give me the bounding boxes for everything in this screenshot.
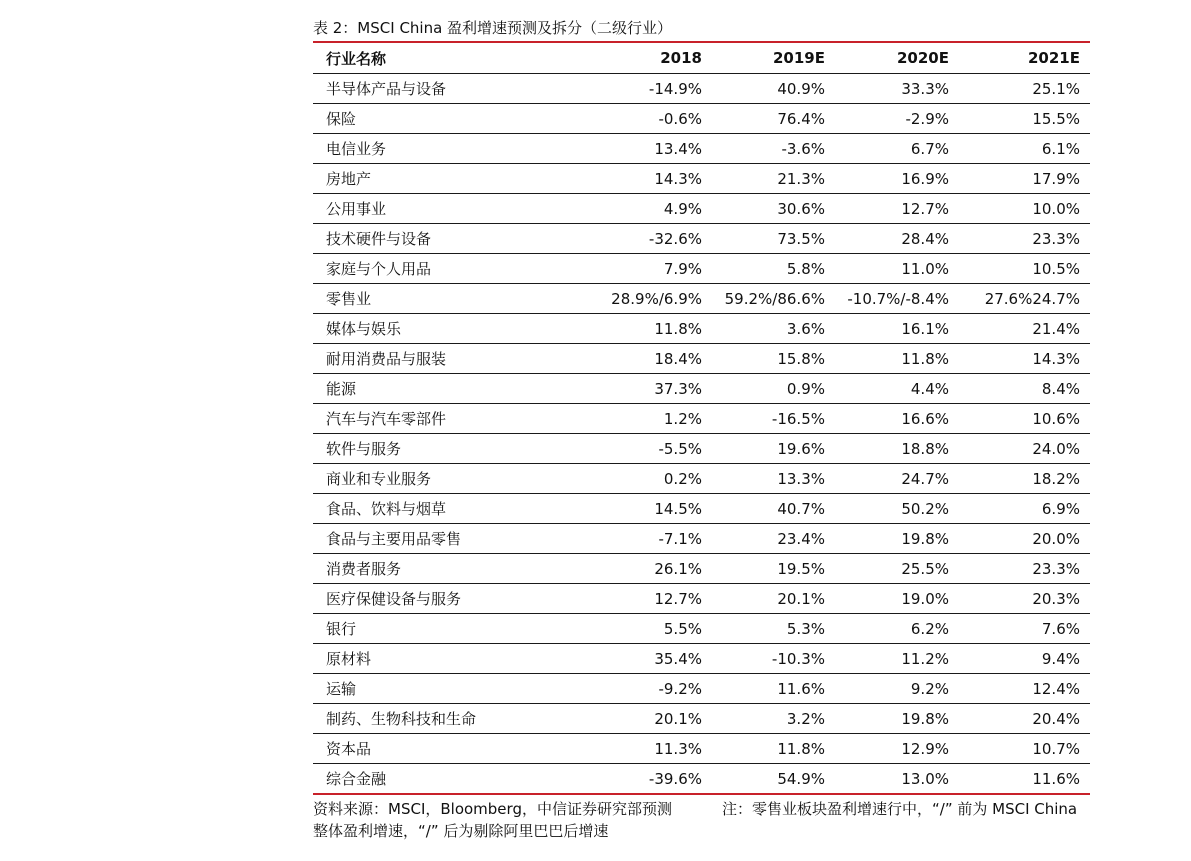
cell-industry: 半导体产品与设备: [313, 74, 589, 104]
table-row: [313, 584, 1090, 614]
table-row: [313, 104, 1090, 134]
cell-industry: 零售业: [313, 284, 589, 314]
cell-2020e: 19.8%: [835, 704, 959, 734]
cell-industry: 家庭与个人用品: [313, 254, 589, 284]
cell-2021e: 27.6%24.7%: [959, 284, 1090, 314]
earnings-growth-table: [313, 43, 1090, 795]
cell-2021e: 12.4%: [959, 674, 1090, 704]
cell-2019e: 40.7%: [712, 494, 835, 524]
cell-2020e: 6.7%: [835, 134, 959, 164]
cell-2019e: 23.4%: [712, 524, 835, 554]
table-row: [313, 224, 1090, 254]
table-row: [313, 674, 1090, 704]
header-2018: 2018: [589, 43, 712, 74]
cell-2019e: 59.2%/86.6%: [712, 284, 835, 314]
table-row: [313, 734, 1090, 764]
cell-2020e: 16.1%: [835, 314, 959, 344]
header-industry: 行业名称: [313, 43, 589, 74]
cell-2020e: 19.8%: [835, 524, 959, 554]
header-2020e: 2020E: [835, 43, 959, 74]
source-line-1: 资料来源：MSCI，Bloomberg，中信证券研究部预测: [313, 800, 672, 818]
cell-2018: 26.1%: [589, 554, 712, 584]
cell-2021e: 10.5%: [959, 254, 1090, 284]
cell-industry: 原材料: [313, 644, 589, 674]
cell-2020e: 50.2%: [835, 494, 959, 524]
cell-2021e: 6.1%: [959, 134, 1090, 164]
cell-2020e: 12.7%: [835, 194, 959, 224]
cell-industry: 食品与主要用品零售: [313, 524, 589, 554]
source-line-2: 整体盈利增速，“/” 后为剔除阿里巴巴后增速: [313, 822, 609, 840]
cell-2019e: 30.6%: [712, 194, 835, 224]
table-row: [313, 254, 1090, 284]
cell-2018: -32.6%: [589, 224, 712, 254]
cell-2019e: 19.5%: [712, 554, 835, 584]
cell-industry: 汽车与汽车零部件: [313, 404, 589, 434]
cell-2020e: 13.0%: [835, 764, 959, 795]
cell-2019e: 5.3%: [712, 614, 835, 644]
cell-industry: 运输: [313, 674, 589, 704]
cell-2018: 13.4%: [589, 134, 712, 164]
cell-2020e: -2.9%: [835, 104, 959, 134]
cell-2018: 1.2%: [589, 404, 712, 434]
cell-2020e: 4.4%: [835, 374, 959, 404]
cell-industry: 消费者服务: [313, 554, 589, 584]
table-row: [313, 464, 1090, 494]
cell-2019e: 3.2%: [712, 704, 835, 734]
table-row: [313, 434, 1090, 464]
cell-2020e: 16.6%: [835, 404, 959, 434]
table-row: [313, 404, 1090, 434]
cell-2020e: 11.8%: [835, 344, 959, 374]
table-row: [313, 524, 1090, 554]
table-row: [313, 554, 1090, 584]
table-row: [313, 494, 1090, 524]
cell-2019e: 15.8%: [712, 344, 835, 374]
cell-2021e: 20.3%: [959, 584, 1090, 614]
table-row: [313, 134, 1090, 164]
cell-industry: 软件与服务: [313, 434, 589, 464]
cell-2019e: 13.3%: [712, 464, 835, 494]
table-row: [313, 284, 1090, 314]
cell-2019e: 20.1%: [712, 584, 835, 614]
cell-2019e: 76.4%: [712, 104, 835, 134]
cell-2019e: -10.3%: [712, 644, 835, 674]
table-row: [313, 764, 1090, 795]
cell-2020e: 16.9%: [835, 164, 959, 194]
table-body: [313, 74, 1090, 795]
cell-2020e: 11.2%: [835, 644, 959, 674]
cell-2021e: 6.9%: [959, 494, 1090, 524]
cell-2020e: 12.9%: [835, 734, 959, 764]
cell-2021e: 10.0%: [959, 194, 1090, 224]
cell-2018: 5.5%: [589, 614, 712, 644]
cell-2020e: 19.0%: [835, 584, 959, 614]
header-2019e: 2019E: [712, 43, 835, 74]
cell-2019e: 73.5%: [712, 224, 835, 254]
table-row: [313, 344, 1090, 374]
cell-2018: 14.5%: [589, 494, 712, 524]
cell-2021e: 7.6%: [959, 614, 1090, 644]
cell-2020e: 6.2%: [835, 614, 959, 644]
cell-2019e: 3.6%: [712, 314, 835, 344]
cell-2018: -0.6%: [589, 104, 712, 134]
cell-2020e: 9.2%: [835, 674, 959, 704]
cell-2018: -39.6%: [589, 764, 712, 795]
cell-2019e: 0.9%: [712, 374, 835, 404]
table-row: [313, 644, 1090, 674]
cell-2021e: 10.7%: [959, 734, 1090, 764]
cell-2020e: 24.7%: [835, 464, 959, 494]
cell-2021e: 9.4%: [959, 644, 1090, 674]
cell-2018: 12.7%: [589, 584, 712, 614]
cell-2018: 7.9%: [589, 254, 712, 284]
cell-2021e: 21.4%: [959, 314, 1090, 344]
cell-2018: 37.3%: [589, 374, 712, 404]
cell-2019e: -3.6%: [712, 134, 835, 164]
source-note: [313, 798, 672, 842]
cell-2020e: 11.0%: [835, 254, 959, 284]
table-row: [313, 704, 1090, 734]
cell-industry: 制药、生物科技和生命: [313, 704, 589, 734]
cell-2020e: 33.3%: [835, 74, 959, 104]
cell-industry: 能源: [313, 374, 589, 404]
cell-2021e: 23.3%: [959, 224, 1090, 254]
cell-2018: -9.2%: [589, 674, 712, 704]
cell-2021e: 15.5%: [959, 104, 1090, 134]
cell-2021e: 24.0%: [959, 434, 1090, 464]
cell-2021e: 8.4%: [959, 374, 1090, 404]
cell-industry: 公用事业: [313, 194, 589, 224]
cell-2018: 0.2%: [589, 464, 712, 494]
header-2021e: 2021E: [959, 43, 1090, 74]
cell-industry: 食品、饮料与烟草: [313, 494, 589, 524]
cell-2020e: 25.5%: [835, 554, 959, 584]
cell-2021e: 25.1%: [959, 74, 1090, 104]
cell-2019e: -16.5%: [712, 404, 835, 434]
cell-2018: 20.1%: [589, 704, 712, 734]
cell-industry: 医疗保健设备与服务: [313, 584, 589, 614]
cell-2019e: 21.3%: [712, 164, 835, 194]
table-row: [313, 164, 1090, 194]
cell-2018: 11.8%: [589, 314, 712, 344]
cell-industry: 商业和专业服务: [313, 464, 589, 494]
cell-industry: 资本品: [313, 734, 589, 764]
cell-2021e: 20.0%: [959, 524, 1090, 554]
cell-2018: 14.3%: [589, 164, 712, 194]
table-row: [313, 74, 1090, 104]
cell-2018: 4.9%: [589, 194, 712, 224]
cell-2018: -7.1%: [589, 524, 712, 554]
cell-2018: 28.9%/6.9%: [589, 284, 712, 314]
cell-2019e: 40.9%: [712, 74, 835, 104]
cell-industry: 技术硬件与设备: [313, 224, 589, 254]
cell-industry: 电信业务: [313, 134, 589, 164]
cell-2021e: 20.4%: [959, 704, 1090, 734]
cell-2019e: 54.9%: [712, 764, 835, 795]
table-row: [313, 614, 1090, 644]
table-row: [313, 374, 1090, 404]
table-row: [313, 314, 1090, 344]
table-row: [313, 194, 1090, 224]
cell-2020e: 18.8%: [835, 434, 959, 464]
cell-industry: 耐用消费品与服装: [313, 344, 589, 374]
cell-2021e: 17.9%: [959, 164, 1090, 194]
cell-industry: 综合金融: [313, 764, 589, 795]
cell-industry: 保险: [313, 104, 589, 134]
cell-2021e: 14.3%: [959, 344, 1090, 374]
table-title: 表 2：MSCI China 盈利增速预测及拆分（二级行业）: [313, 19, 673, 37]
cell-2019e: 11.6%: [712, 674, 835, 704]
cell-industry: 银行: [313, 614, 589, 644]
cell-2018: -5.5%: [589, 434, 712, 464]
cell-2021e: 11.6%: [959, 764, 1090, 795]
cell-2020e: -10.7%/-8.4%: [835, 284, 959, 314]
cell-2021e: 10.6%: [959, 404, 1090, 434]
cell-2019e: 19.6%: [712, 434, 835, 464]
cell-2021e: 23.3%: [959, 554, 1090, 584]
cell-2019e: 5.8%: [712, 254, 835, 284]
cell-industry: 房地产: [313, 164, 589, 194]
cell-2018: 11.3%: [589, 734, 712, 764]
retail-note: 注：零售业板块盈利增速行中，“/” 前为 MSCI China: [722, 800, 1078, 818]
cell-2021e: 18.2%: [959, 464, 1090, 494]
cell-industry: 媒体与娱乐: [313, 314, 589, 344]
cell-2018: 18.4%: [589, 344, 712, 374]
cell-2020e: 28.4%: [835, 224, 959, 254]
cell-2018: -14.9%: [589, 74, 712, 104]
cell-2019e: 11.8%: [712, 734, 835, 764]
table-header-row: [313, 43, 1090, 74]
cell-2018: 35.4%: [589, 644, 712, 674]
